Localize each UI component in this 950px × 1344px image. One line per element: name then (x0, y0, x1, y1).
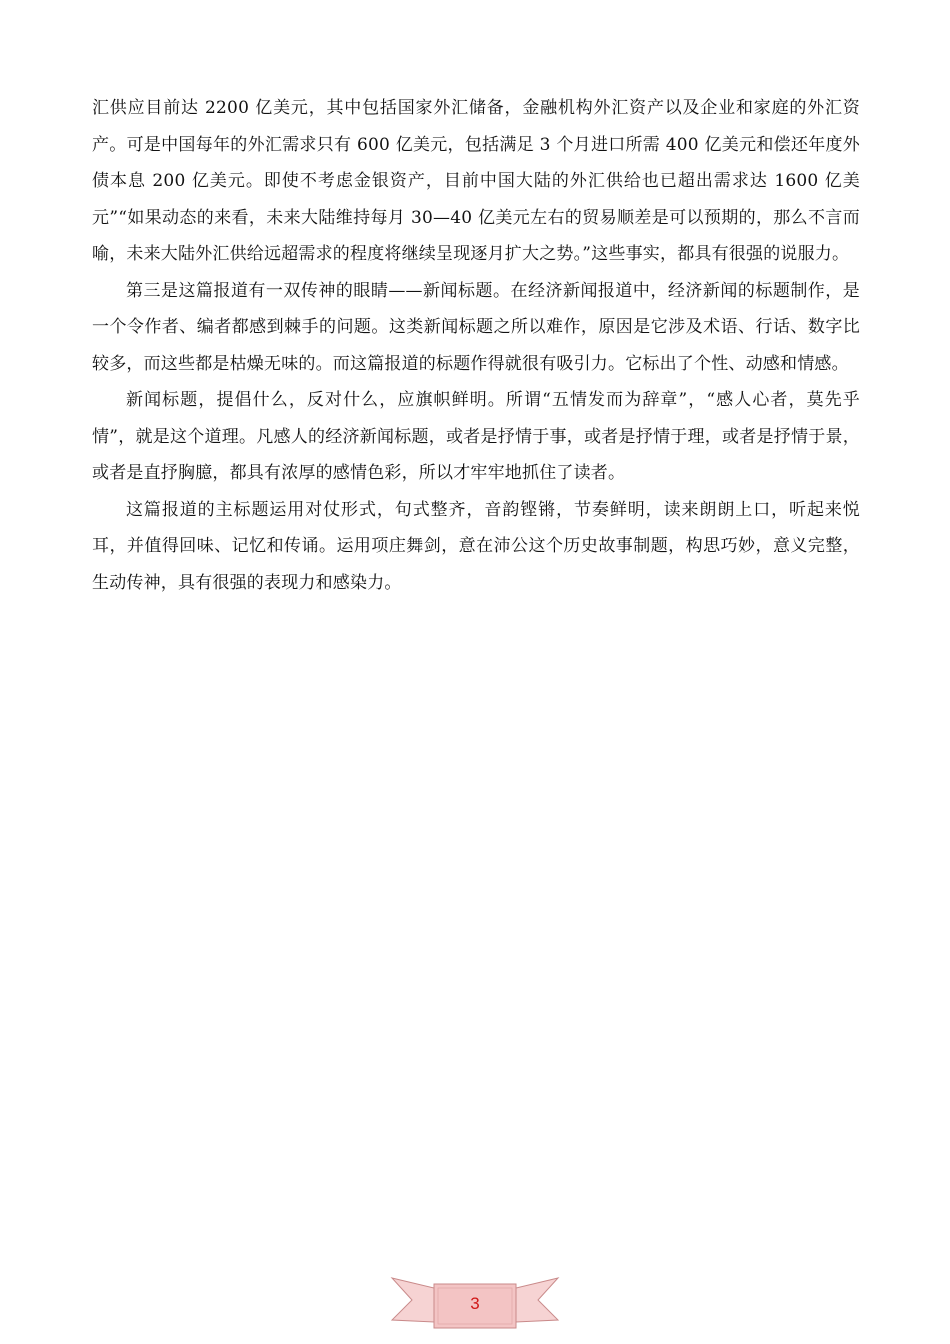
document-body (92, 90, 860, 601)
paragraph-headline-emotion: 新闻标题，提倡什么，反对什么，应旗帜鲜明。所谓“五情发而为辞章”，“感人心者，莫先乎情”，就是这个道理。凡感人的经济新闻标题，或者是抒情于事，或者是抒情于理，或者是抒情于景，或者是直抒胸臆，都具有浓厚的感情色彩，所以才牢牢地抓住了读者。 (92, 390, 860, 483)
page-number-ribbon (390, 1272, 560, 1332)
paragraph-headline-analysis: 第三是这篇报道有一双传神的眼睛——新闻标题。在经济新闻报道中，经济新闻的标题制作，是一个令作者、编者都感到棘手的问题。这类新闻标题之所以难作，原因是它涉及术语、行话、数字比较多，而这些都是枯燥无味的。而这篇报道的标题作得就很有吸引力。它标出了个性、动感和情感。 (92, 280, 860, 374)
paragraph-continued: 汇供应目前达 2200 亿美元，其中包括国家外汇储备，金融机构外汇资产以及企业和家庭的外汇资产。可是中国每年的外汇需求只有 600 亿美元，包括满足 3 个月进口所需 400 亿美元和偿还年度外债本息 200 亿美元。即使不考虑金银资产，目前中国大陆的外汇供给也已超出需求达 1600 亿美元”“如果动态的来看，未来大陆维持每月 30—40 亿美元左右的贸易顺差是可以预期的，那么不言而喻，未来大陆外汇供给远超需求的程度将继续呈现逐月扩大之势。”这些事实，都具有很强的说服力。 (92, 98, 860, 264)
page-number: 3 (470, 1294, 480, 1313)
paragraph-main-title: 这篇报道的主标题运用对仗形式，句式整齐，音韵铿锵，节奏鲜明，读来朗朗上口，听起来悦耳，并值得回味、记忆和传诵。运用项庄舞剑，意在沛公这个历史故事制题，构思巧妙，意义完整，生动传神，具有很强的表现力和感染力。 (92, 499, 860, 593)
